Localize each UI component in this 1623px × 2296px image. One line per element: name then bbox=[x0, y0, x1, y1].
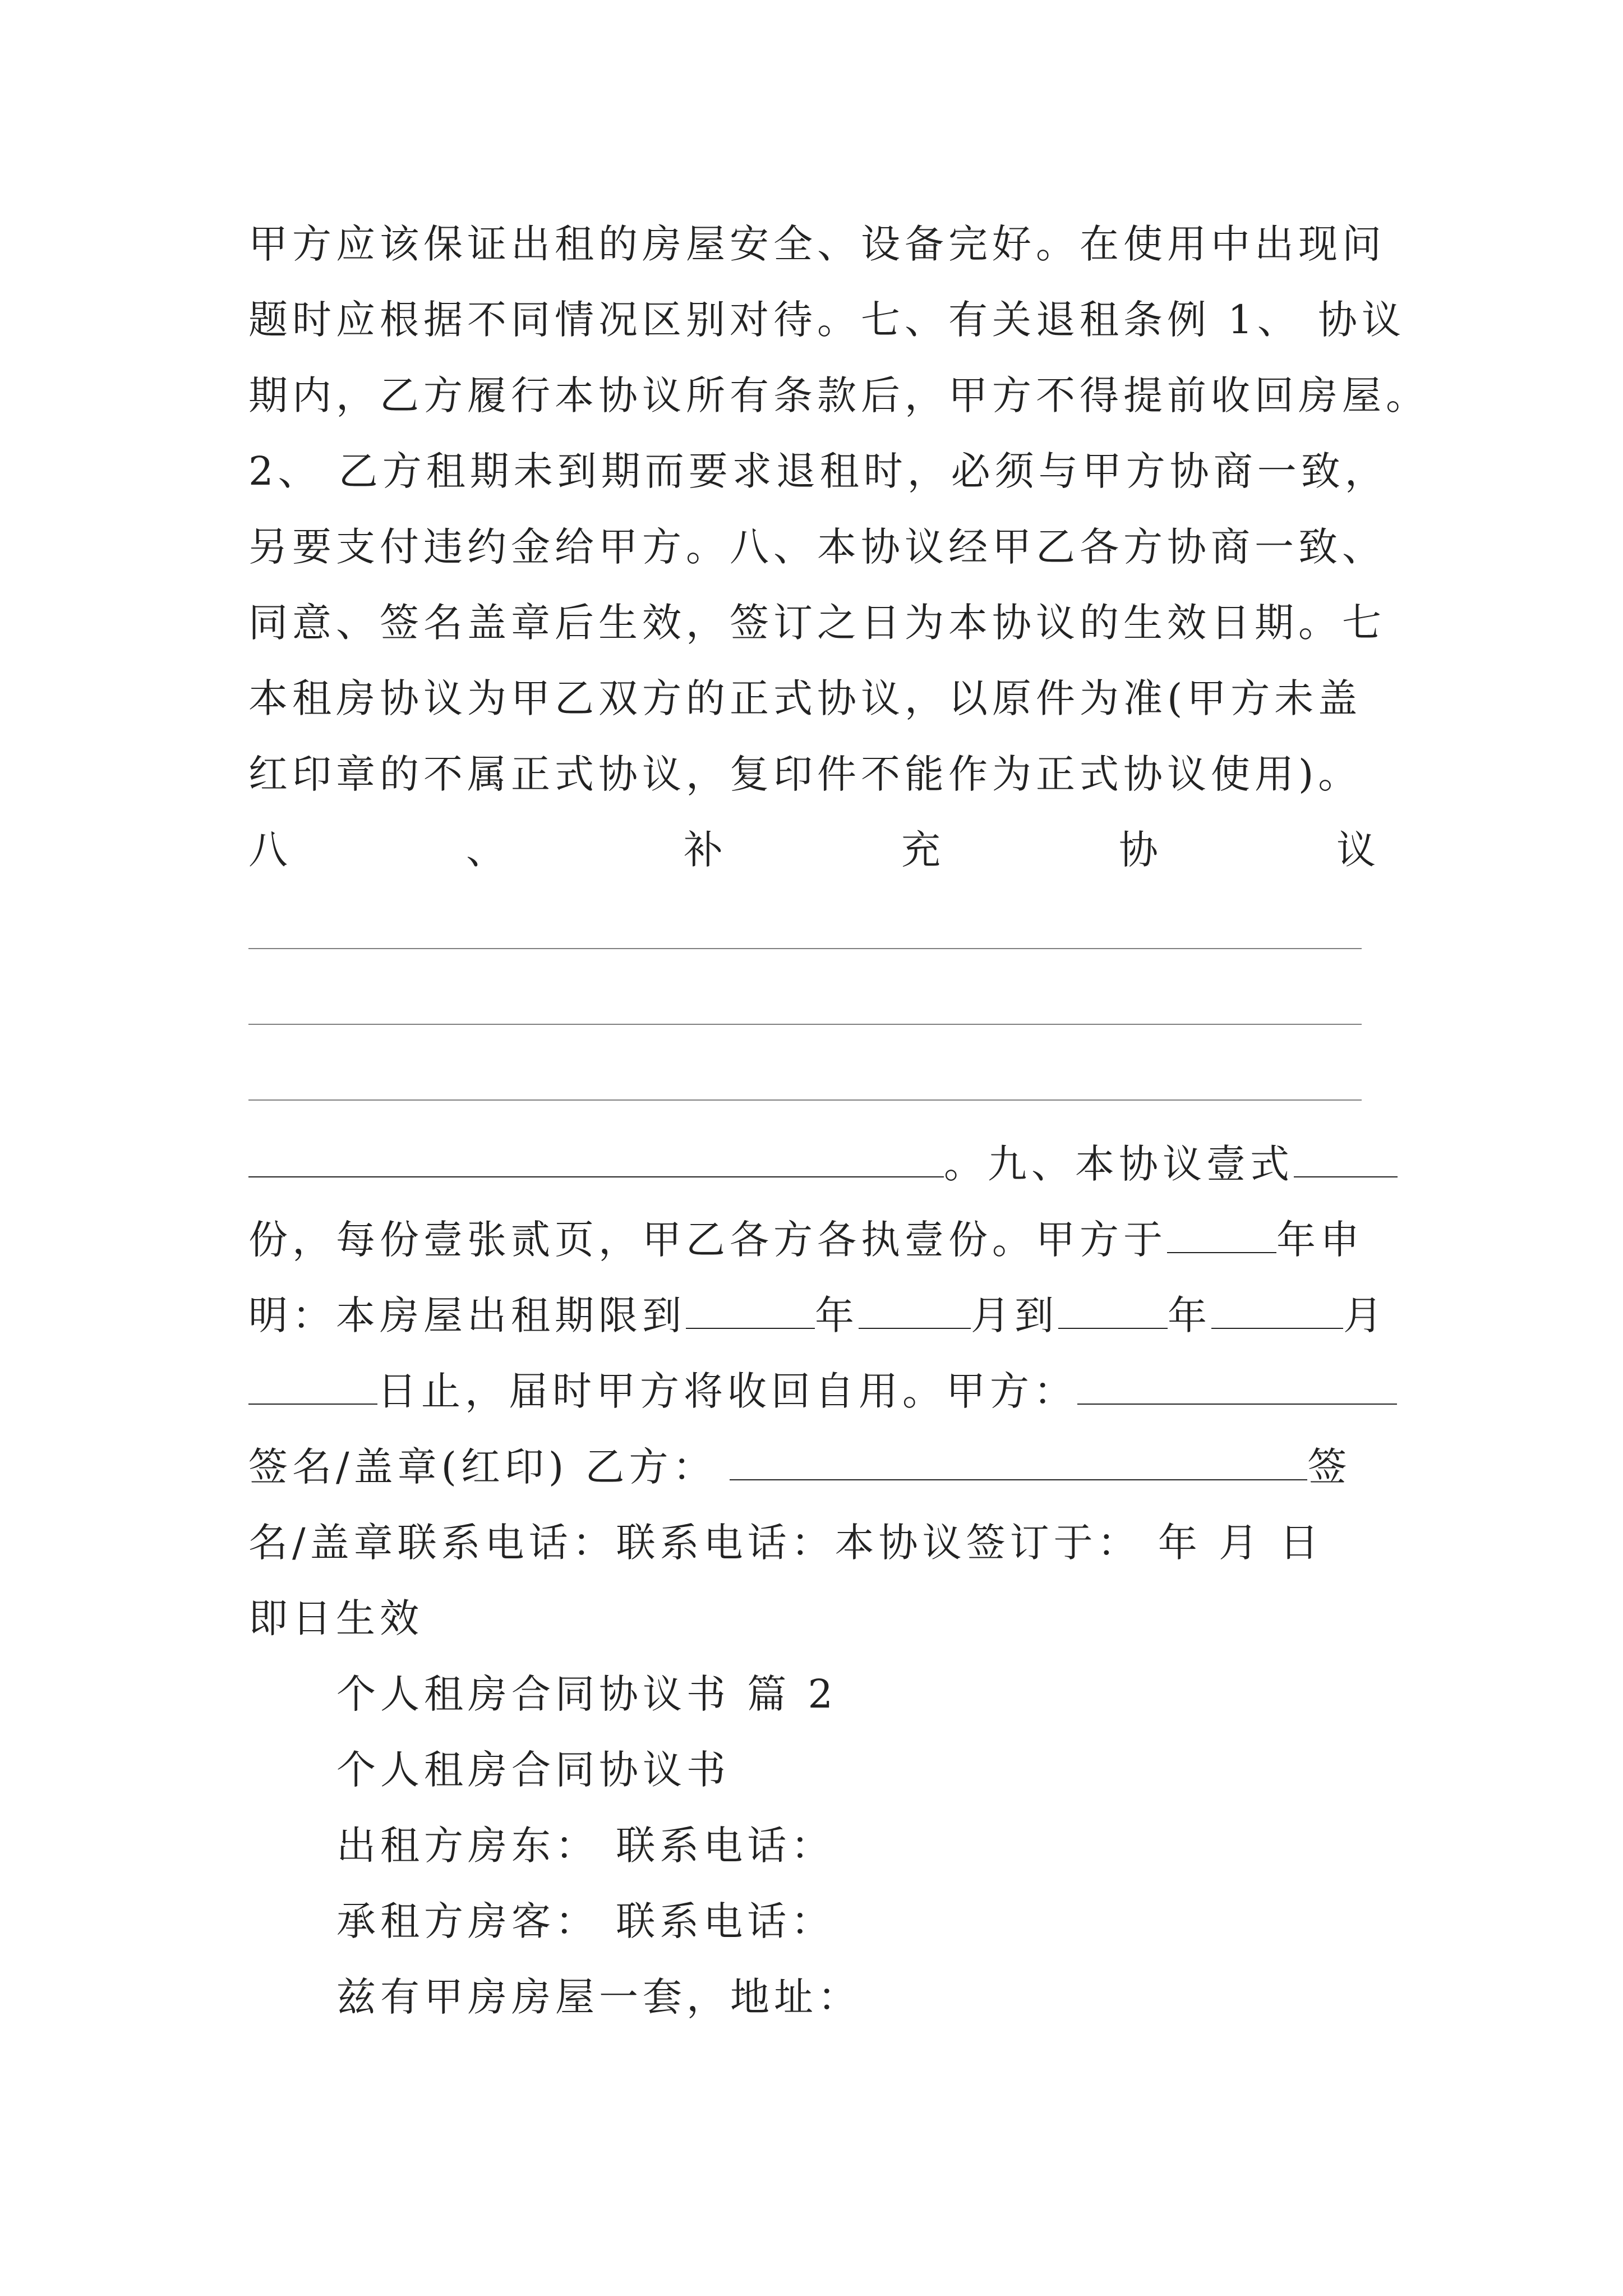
term-year-label-2: 年 bbox=[1168, 1292, 1211, 1338]
sign-text-end: 签 bbox=[1307, 1444, 1352, 1490]
body-line-2: 题时应根据不同情况区别对待。七、有关退租条例 1、 协议 bbox=[248, 297, 1406, 343]
supplement-blank-line[interactable] bbox=[248, 1024, 1362, 1025]
body-line-1: 甲方应该保证出租的房屋安全、设备完好。在使用中出现问 bbox=[248, 221, 1386, 267]
supplement-heading-char: 议 bbox=[1336, 827, 1376, 873]
body-line-4: 2、 乙方租期未到期而要求退租时，必须与甲方协商一致， bbox=[248, 448, 1389, 494]
return-text: 日止，届时甲方将收回自用。甲方： bbox=[377, 1368, 1077, 1414]
body-line-8: 红印章的不属正式协议，复印件不能作为正式协议使用)。 bbox=[248, 751, 1362, 797]
copies-text-end: 年申 bbox=[1276, 1217, 1364, 1263]
party-a-blank[interactable] bbox=[1077, 1364, 1397, 1405]
term-month-to-label: 月到 bbox=[971, 1292, 1058, 1338]
body-line-3: 期内，乙方履行本协议所有条款后，甲方不得提前收回房屋。 bbox=[248, 372, 1430, 418]
supplement-blank-line[interactable] bbox=[248, 1099, 1362, 1101]
contact-line: 名/盖章联系电话：联系电话：本协议签订于： 年 月 日 bbox=[248, 1520, 1324, 1566]
term-line bbox=[248, 1287, 1387, 1343]
supplement-heading-char: 八 bbox=[248, 827, 371, 873]
start-month-blank[interactable] bbox=[859, 1289, 971, 1329]
supplement-heading-char: 补 bbox=[684, 827, 806, 873]
supplement-heading-char: 协 bbox=[1119, 827, 1241, 873]
supplement-heading bbox=[248, 822, 1376, 878]
end-month-blank[interactable] bbox=[1211, 1289, 1343, 1329]
end-year-blank[interactable] bbox=[1058, 1289, 1168, 1329]
tenant-line: 承租方房客： 联系电话： bbox=[336, 1898, 835, 1944]
sign-line bbox=[248, 1439, 1376, 1495]
supplement-heading-char: 、 bbox=[466, 827, 588, 873]
end-day-blank[interactable] bbox=[248, 1364, 377, 1405]
start-year-blank[interactable] bbox=[686, 1289, 815, 1329]
term-year-label: 年 bbox=[815, 1292, 859, 1338]
sign-text: 签名/盖章(红印) 乙方： bbox=[248, 1444, 717, 1490]
body-line-5: 另要支付违约金给甲方。八、本协议经甲乙各方协商一致、 bbox=[248, 524, 1386, 570]
supplement-heading-char: 充 bbox=[901, 827, 1023, 873]
clause-nine-text: 。九、本协议壹式 bbox=[944, 1141, 1294, 1187]
copies-text: 份，每份壹张贰页，甲乙各方各执壹份。甲方于 bbox=[248, 1217, 1167, 1263]
term-month-label: 月 bbox=[1343, 1292, 1387, 1338]
landlord-line: 出租方房东： 联系电话： bbox=[336, 1823, 835, 1869]
term-text: 明：本房屋出租期限到 bbox=[248, 1292, 686, 1338]
declare-year-blank[interactable] bbox=[1167, 1213, 1276, 1253]
section2-heading: 个人租房合同协议书 篇 2 bbox=[336, 1671, 838, 1717]
supplement-blank-line[interactable] bbox=[248, 948, 1362, 949]
supplement-blank-end[interactable] bbox=[248, 1137, 944, 1177]
return-line bbox=[248, 1363, 1376, 1419]
address-line: 兹有甲房房屋一套，地址： bbox=[336, 1974, 861, 2020]
effective-line: 即日生效 bbox=[248, 1595, 423, 1641]
section2-title: 个人租房合同协议书 bbox=[336, 1747, 730, 1793]
copies-blank[interactable] bbox=[1294, 1137, 1398, 1177]
body-line-6: 同意、签名盖章后生效，签订之日为本协议的生效日期。七 bbox=[248, 600, 1386, 646]
copies-line bbox=[248, 1212, 1376, 1268]
party-b-blank[interactable] bbox=[730, 1440, 1307, 1480]
body-line-7: 本租房协议为甲乙双方的正式协议，以原件为准(甲方未盖 bbox=[248, 675, 1362, 721]
clause-nine-line bbox=[248, 1136, 1376, 1192]
